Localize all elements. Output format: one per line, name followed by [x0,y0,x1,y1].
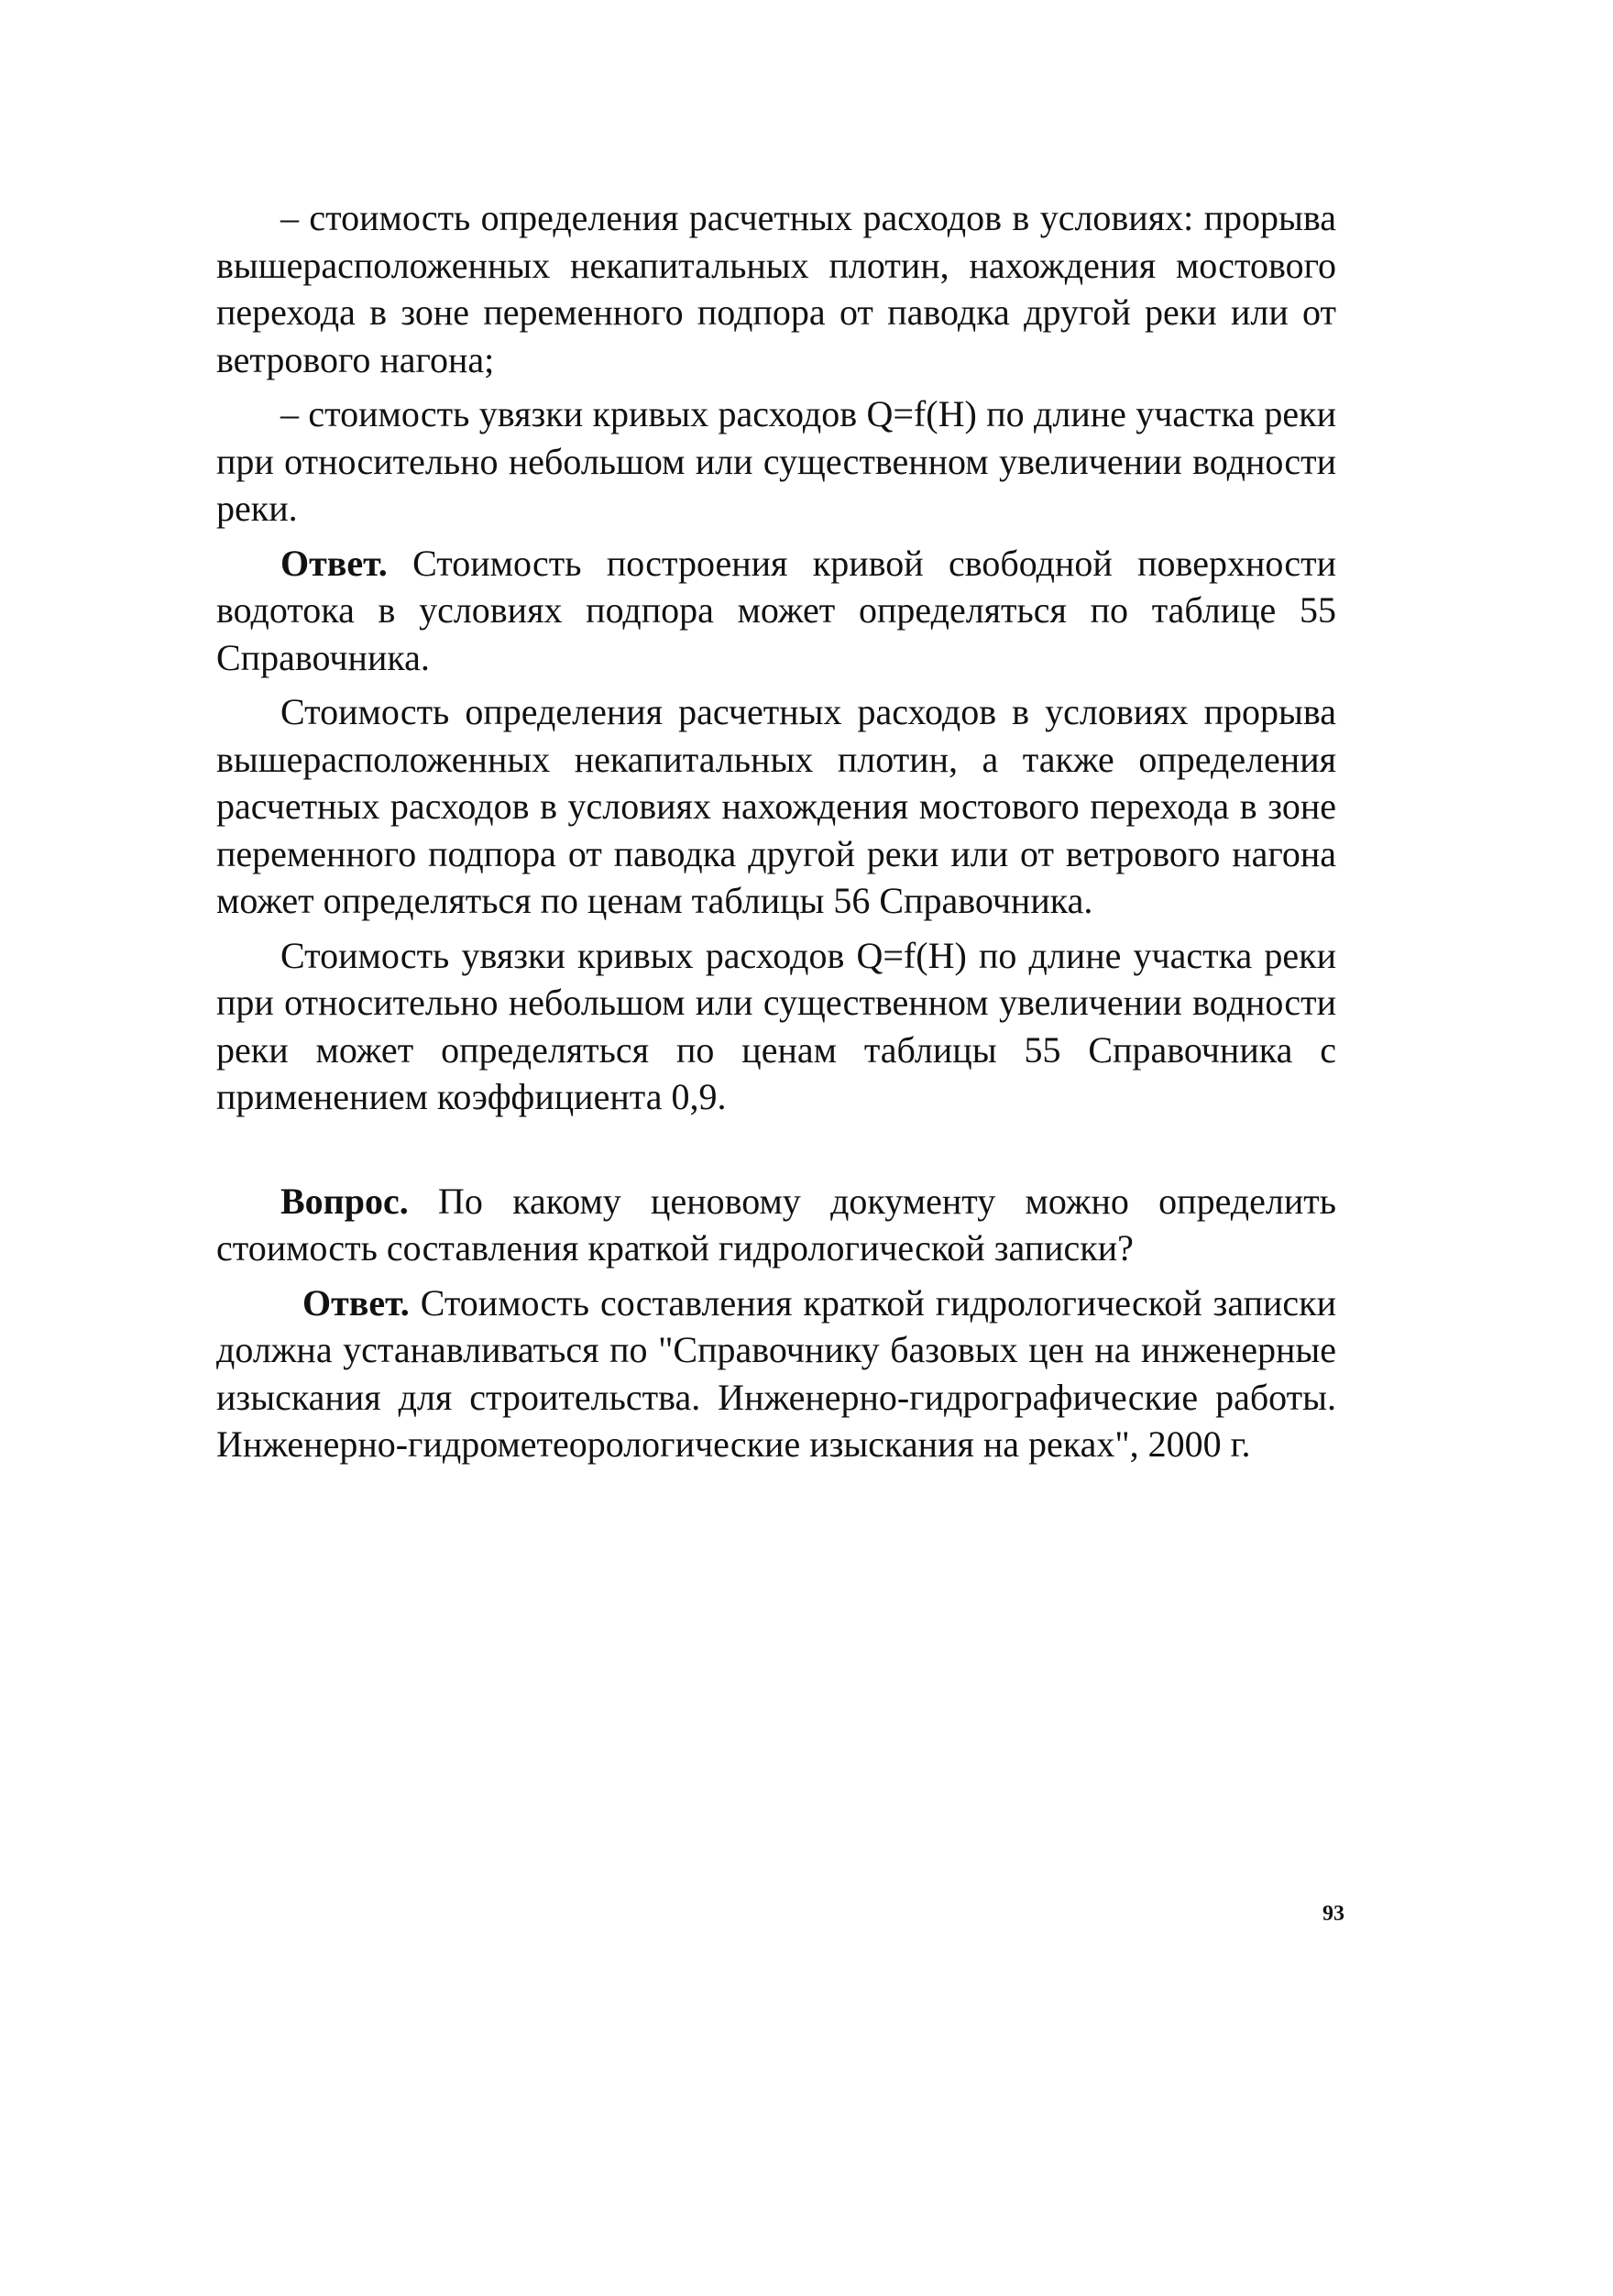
paragraph-cost-rating-curves-coefficient [216,932,1336,1121]
page-number: 93 [1322,1902,1344,1926]
paragraph-answer-hydrological-note [216,1280,1336,1468]
paragraph-answer-free-surface [216,540,1336,682]
paragraph-cost-calculated-flows-bullet [216,194,1336,383]
answer-label: Ответ. [280,542,388,584]
paragraph-text: Стоимость увязки кривых расходов Q=f(H) по длине участка реки при относительно небольшом или существенном увеличении водности реки может определяться по ценам таблицы 55 Справочника с применением коэффициента 0,9. [216,934,1336,1117]
paragraph-text: По какому ценовому документу можно определить стоимость составления краткой гидрологической записки? [216,1180,1336,1269]
paragraph-question-hydrological-note [216,1178,1336,1272]
answer-label: Ответ. [302,1281,410,1324]
paragraph-cost-rating-curves-bullet [216,390,1336,533]
question-label: Вопрос. [280,1180,409,1222]
paragraph-text: Стоимость определения расчетных расходов в условиях прорыва вышерасположенных некапитальных плотин, а также определения расчетных расходов в условиях нахождения мостового перехода в зоне переменного подпора от паводка другой реки или от ветрового нагона может определяться по ценам таблицы 56 Справочника. [216,691,1336,921]
paragraph-cost-dam-break-flows [216,688,1336,925]
paragraph-text: Стоимость построения кривой свободной поверхности водотока в условиях подпора может определяться по таблице 55 Справочника. [216,542,1336,678]
paragraph-text: – стоимость определения расчетных расходов в условиях: прорыва вышерасположенных некапитальных плотин, нахождения мостового перехода в зоне переменного подпора от паводка другой реки или от ветрового нагона; [216,197,1336,380]
page-body [216,194,1336,1468]
paragraph-text: – стоимость увязки кривых расходов Q=f(H) по длине участка реки при относительно небольшом или существенном увеличении водности реки. [216,393,1336,529]
paragraph-text: Стоимость составления краткой гидрологической записки должна устанавливаться по "Справочнику базовых цен на инженерные изыскания для строительства. Инженерно-гидрографические работы. Инженерно-гидрометеорологические изыскания на реках", 2000 г. [216,1281,1336,1465]
